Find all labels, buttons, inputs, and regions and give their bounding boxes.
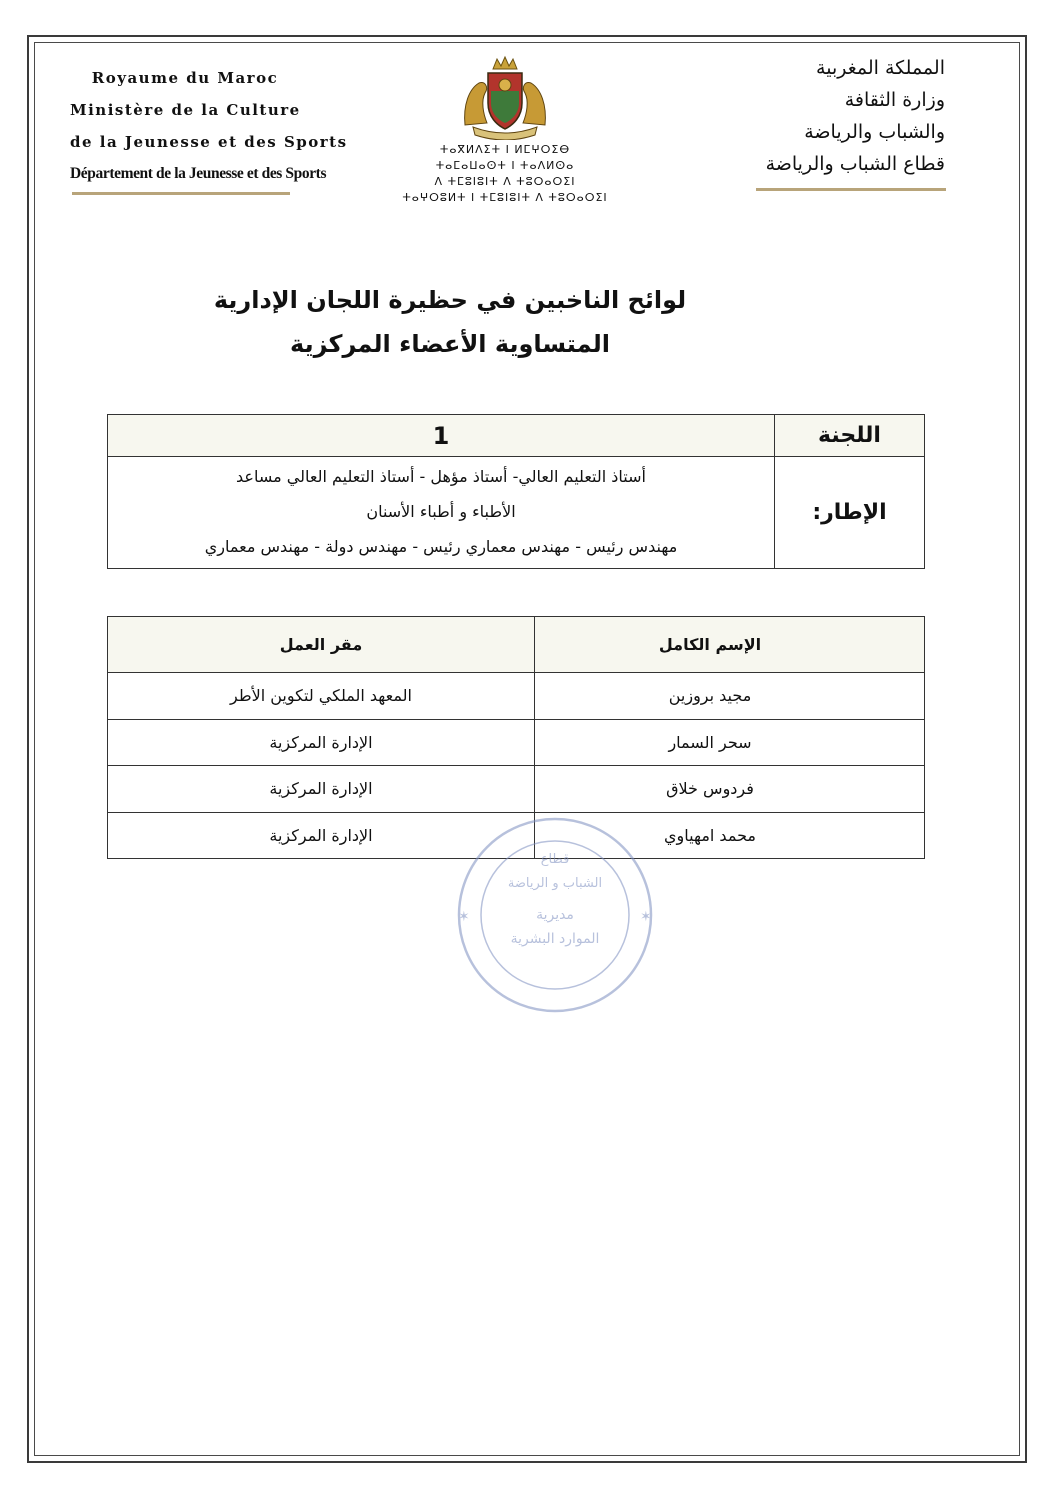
stamp-line: قطاع [540,852,570,867]
committee-row [108,415,925,457]
voter-workplace: الإدارة المركزية [108,766,535,813]
header-french [70,62,348,190]
header-tifinagh-line: ⴷ ⵜⵎⵓⵏⵓⵏⵜ ⴷ ⵜⵓⵔⴰⵔⵉⵏ [434,175,576,188]
header-ar-line: والشباب والرياضة [804,121,945,143]
header-ar-line: وزارة الثقافة [844,89,945,111]
header-fr-line: Royaume du Maroc [91,69,279,87]
header-arabic [700,52,945,180]
svg-text:✶: ✶ [458,909,470,925]
stamp-line: الموارد البشرية [510,931,600,947]
header-rule-left [72,192,290,195]
header-tifinagh-line: ⵜⴰⵎⴰⵡⴰⵙⵜ ⵏ ⵜⴰⴷⵍⵙⴰ [435,159,575,172]
coat-of-arms-emblem [455,55,555,140]
header-tifinagh-line: ⵜⴰⵖⵔⵓⵍⵜ ⵏ ⵜⵎⵓⵏⵓⵏⵜ ⴷ ⵜⵓⵔⴰⵔⵉⵏ [402,191,608,204]
voter-workplace: المعهد الملكي لتكوين الأطر [108,673,535,720]
voter-name: فردوس خلاق [535,766,925,813]
header-tifinagh [400,142,610,206]
column-header-full-name: الإسم الكامل [535,617,925,673]
voter-workplace: الإدارة المركزية [108,812,535,859]
cadre-row [108,457,925,569]
header-tifinagh-line: ⵜⴰⴳⵍⴷⵉⵜ ⵏ ⵍⵎⵖⵔⵉⴱ [439,143,571,156]
cadre-line: مهندس رئيس - مهندس معماري رئيس - مهندس دولة - مهندس معماري [204,537,678,556]
cadre-values [108,457,775,569]
voter-workplace: الإدارة المركزية [108,719,535,766]
stamp-line: مديرية [536,907,574,923]
stamp-line: الشباب و الرياضة [507,876,603,891]
svg-text:✶: ✶ [640,909,652,925]
header-fr-line: Département de la Jeunesse et des Sports [70,165,327,182]
committee-number: 1 [108,415,775,457]
cadre-line: الأطباء و أطباء الأسنان [366,502,516,521]
voter-name: سحر السمار [535,719,925,766]
committee-table [107,414,925,569]
voter-name: محمد امهياوي [535,812,925,859]
cadre-line: أستاذ التعليم العالي- أستاذ مؤهل - أستاذ التعليم العالي مساعد [236,467,646,486]
document-title [200,278,700,366]
header-ar-line: قطاع الشباب والرياضة [765,153,945,175]
cadre-label: الإطار: [775,457,925,569]
table-row [108,766,925,813]
header-fr-line: de la Jeunesse et des Sports [70,133,348,151]
table-row [108,719,925,766]
voter-name: مجيد بروزين [535,673,925,720]
column-header-workplace: مقر العمل [108,617,535,673]
title-line-2: المتساوية الأعضاء المركزية [290,330,610,358]
header-fr-line: Ministère de la Culture [70,101,301,119]
table-row [108,673,925,720]
title-line-1: لوائح الناخبين في حظيرة اللجان الإدارية [213,286,687,314]
official-stamp [450,815,660,1015]
header-ar-line: المملكة المغربية [816,57,945,79]
header-rule-right [756,188,946,191]
committee-label: اللجنة [775,415,925,457]
table-header-row [108,617,925,673]
